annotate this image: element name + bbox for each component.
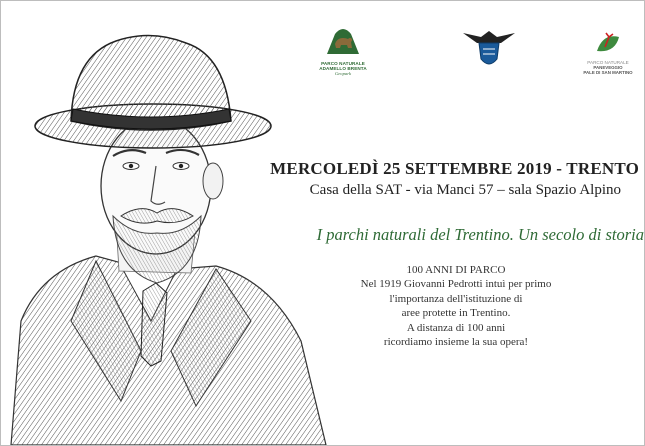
event-venue: Casa della SAT - via Manci 57 – sala Spazio Alpino [309, 182, 621, 198]
paneveggio-logo [580, 31, 636, 77]
paneveggio-logo-line1: PARCO NATURALE [587, 60, 629, 65]
description-line-6: ricordiamo insieme la sua opera! [383, 336, 529, 349]
paneveggio-logo-line2: PANEVEGGIO [593, 65, 623, 70]
bear-icon [325, 26, 361, 56]
description-line-4: aree protette in Trentino. [401, 307, 511, 320]
paneveggio-logo-line3: PALE DI SAN MARTINO [583, 70, 633, 75]
adamello-logo-line1: PARCO NATURALE [321, 61, 365, 66]
event-date-line: MERCOLEDÌ 25 SETTEMBRE 2019 - TRENTO [270, 159, 639, 178]
eagle-shield-icon [461, 27, 517, 71]
sat-logo [461, 27, 517, 73]
adamello-brenta-logo [319, 26, 367, 78]
description-line-3: l'importanza dell'istituzione di [389, 292, 523, 305]
adamello-logo-line2: ADAMELLO BRENTA [319, 66, 367, 71]
deer-leaf-icon [593, 31, 623, 55]
description-line-5: A distanza di 100 anni [406, 321, 506, 334]
description-line-2: Nel 1919 Giovanni Pedrotti intuì per primo [360, 278, 552, 291]
event-description [356, 263, 556, 349]
description-line-1: 100 ANNI DI PARCO [406, 264, 506, 276]
event-subtitle: I parchi naturali del Trentino. Un secolo di storia [316, 225, 644, 244]
adamello-logo-line3: Geopark [334, 71, 352, 76]
